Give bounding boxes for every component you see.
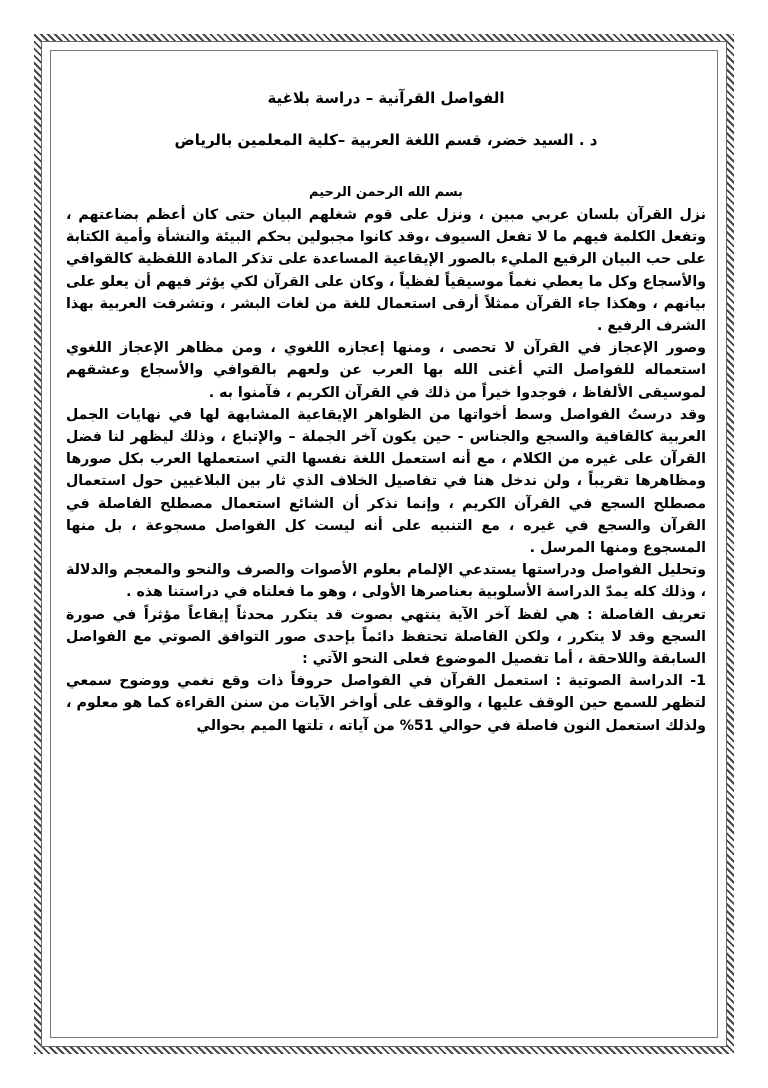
paragraph-intro: نزل القرآن بلسان عربي مبين ، ونزل على قوم شغلهم البيان حتى كان أعظم بضاعتهم ، وتفعل الكلمة فيهم ما لا تفعل السيوف ،وقد كانوا مجبولين بحكم البيئة والنشأة وأمية الكتابة على حب البيان الرفيع المليء بالصور الإيقاعية المساعدة على تذكر المادة اللفظية كالقوافي والأسجاع وكل ما يعطي نغماً موسيقياً لفظياً ، وكان على القرآن لكي يؤثر فيهم أن يعلو على بيانهم ، وهكذا جاء القرآن ممثلاً أرقى استعمال للغة من لغات البشر ، وتشرفت العربية بهذا الشرف الرفيع . [66, 207, 706, 335]
paragraph-phonetic-study: 1- الدراسة الصوتية : استعمل القرآن في الفواصل حروفاً ذات وقع نغمي ووضوح سمعي لتظهر للسمع حين الوقف عليها ، والوقف على أواخر الآيات من سنن القراءة كما هو معلوم ، ولذلك استعمل النون فاصلة في حوالي 51% من آياته ، تلتها الميم بحوالي [66, 673, 706, 734]
paragraph-definition: تعريف الفاصلة : هي لفظ آخر الآية ينتهي بصوت قد يتكرر محدثاً إيقاعاً مؤثراً في صورة السجع وقد لا يتكرر ، ولكن الفاصلة تحتفظ دائماً بإحدى صور التوافق الصوتي مع الفواصل السابقة واللاحقة ، أما تفصيل الموضوع فعلى النحو الآتي : [66, 606, 706, 668]
document-body [66, 88, 706, 737]
basmala-heading: بسم الله الرحمن الرحيم [309, 185, 463, 200]
author-line: د . السيد خضر، قسم اللغة العربية –كلية المعلمين بالرياض [174, 131, 598, 149]
paragraph-analysis: وتحليل الفواصل ودراستها يستدعي الإلمام بعلوم الأصوات والصرف والنحو والمعجم والدلالة ، وذلك كله يمدّ الدراسة الأسلوبية بعناصرها الأولى ، وهو ما فعلناه في دراستنا هذه . [66, 562, 706, 601]
paragraph-miracle: وصور الإعجاز في القرآن لا تحصى ، ومنها إعجازه اللغوي ، ومن مظاهر الإعجاز اللغوي استعماله للفواصل التي أغنى الله بها العرب عن ولعهم بالقوافي والأسجاع وعشقهم لموسيقى الألفاظ ، فوجدوا خيراً من ذلك في القرآن الكريم ، فآمنوا به . [66, 340, 706, 401]
document-title: الفواصل القرآنية – دراسة بلاغية [267, 89, 505, 107]
paragraph-study: وقد درستُ الفواصل وسط أخواتها من الظواهر الإيقاعية المشابهة لها في نهايات الجمل العربية كالقافية والسجع والجناس - حين يكون آخر الجملة – والإتباع ، وذلك ليظهر لنا فضل القرآن على غيره من الكلام ، مع أنه استعمل اللغة نفسها التي استعملها العرب بكل صورها ومظاهرها تقريباً ، ولن ندخل هنا في تفاصيل الخلاف الذي ثار بين البلاغيين حول استعمال مصطلح السجع في القرآن الكريم ، وإنما نذكر أن الشائع استعمال مصطلح الفاصلة في القرآن والسجع في غيره ، مع التنبيه على أنه ليست كل الفواصل مسجوعة ، بل منها المسجوع ومنها المرسل . [66, 406, 706, 557]
